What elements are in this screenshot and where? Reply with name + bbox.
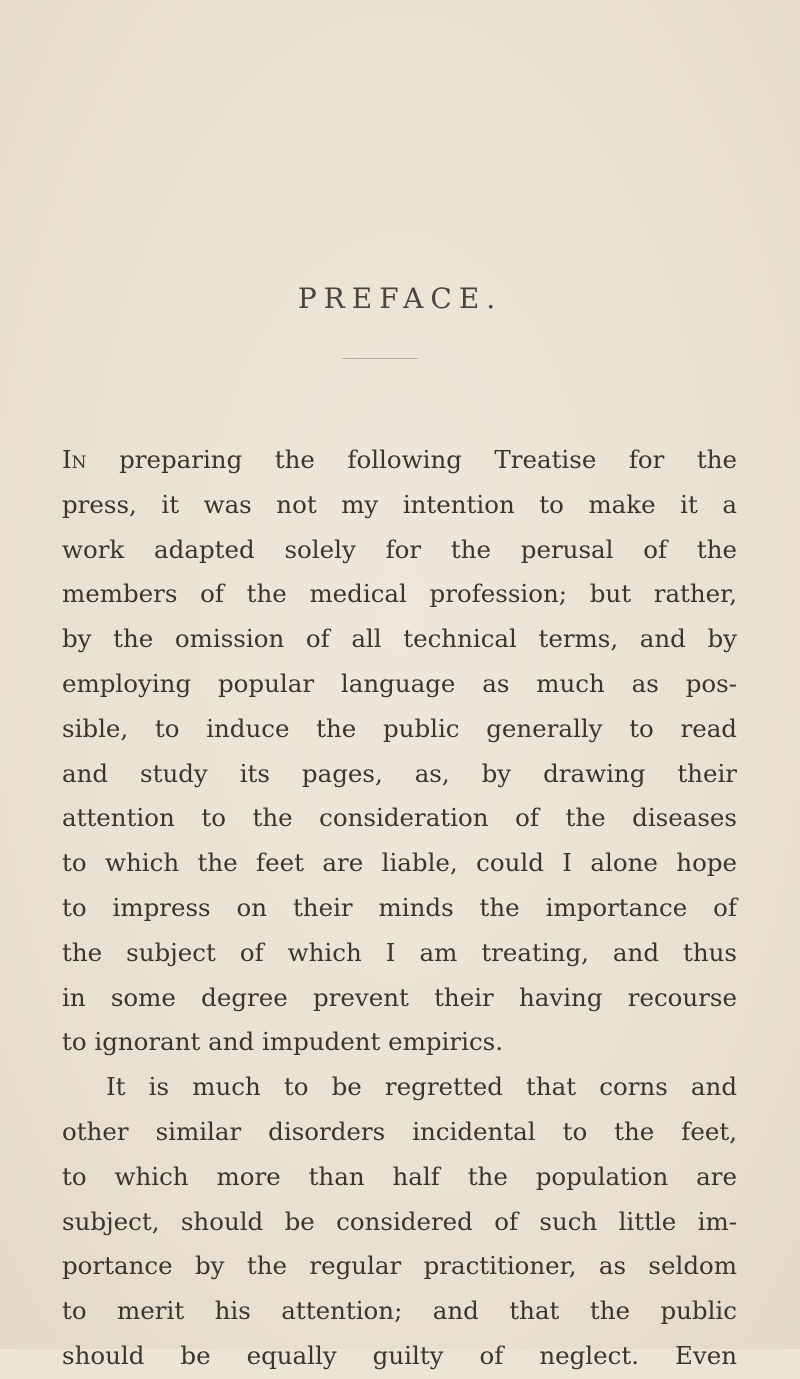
text-line: to which the feet are liable, could I alone hope [62, 848, 737, 878]
text-line: other similar disorders incidental to the feet, [62, 1116, 737, 1146]
opening-word: In [62, 445, 87, 474]
text-line: portance by the regular practitioner, as seldom [62, 1251, 737, 1281]
text-line: press, it was not my intention to make it a [62, 489, 737, 519]
text-line: It is much to be regretted that corns and [106, 1072, 737, 1102]
text-line: by the omission of all technical terms, and by [62, 624, 737, 654]
text-line: to impress on their minds the importance of [62, 892, 737, 922]
text-line: to merit his attention; and that the public [62, 1296, 737, 1326]
title-divider [342, 358, 418, 359]
text-line: In preparing the following Treatise for the [62, 445, 737, 474]
text-line: and study its pages, as, by drawing their [62, 758, 737, 788]
text-line: in some degree prevent their having recourse [62, 982, 737, 1012]
text-line: sible, to induce the public generally to read [62, 713, 737, 743]
text-line: work adapted solely for the perusal of the [62, 534, 737, 564]
text-line: subject, should be considered of such little im- [62, 1206, 737, 1236]
text-line: members of the medical profession; but rather, [62, 579, 737, 609]
text-line: to which more than half the population are [62, 1161, 737, 1191]
text-line: should be equally guilty of neglect. Even [62, 1340, 737, 1370]
text-line: employing popular language as much as pos- [62, 668, 737, 698]
preface-body [62, 438, 737, 1379]
text-line: to ignorant and impudent empirics. [62, 1027, 504, 1057]
text-line: the subject of which I am treating, and thus [62, 937, 737, 967]
page-title: PREFACE. [297, 282, 503, 315]
text-line: attention to the consideration of the diseases [62, 803, 737, 833]
